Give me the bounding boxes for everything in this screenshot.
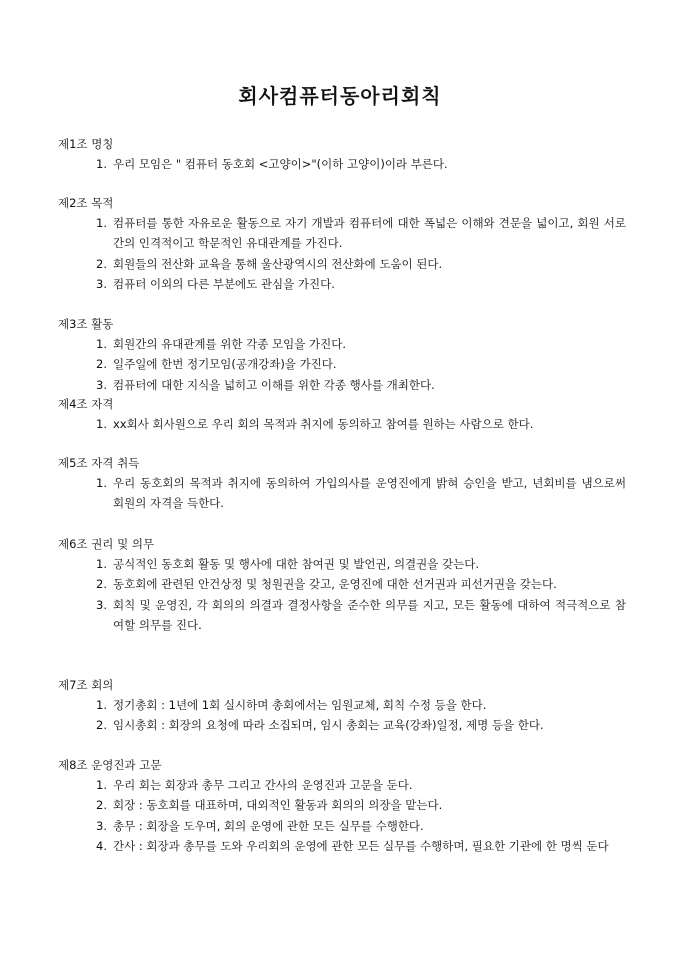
item-number: 1. (96, 698, 107, 712)
item-text: 공식적인 동호회 활동 및 행사에 대한 참여권 및 발언권, 의결권을 갖는다. (113, 557, 480, 571)
article-heading: 제2조 목적 (58, 196, 114, 210)
item-text: 회장 : 동호회를 대표하며, 대외적인 활동과 회의의 의장을 맡는다. (113, 798, 443, 813)
item-number: 1. (96, 557, 107, 571)
item-number: 3. (96, 818, 107, 833)
article-5 (58, 453, 626, 514)
document-title: 회사컴퓨터동아리회칙 (238, 84, 442, 108)
item-text: 우리 회는 회장과 총무 그리고 간사의 운영진과 고문을 둔다. (113, 778, 413, 792)
article-2 (58, 193, 626, 295)
item-text: 우리 모임은 " 컴퓨터 동호회 <고양이>"(이하 고양이)이라 부른다. (113, 157, 448, 171)
item-number: 3. (96, 597, 107, 612)
article-item (58, 154, 626, 174)
article-item (58, 375, 626, 395)
item-number: 1. (96, 157, 107, 171)
article-item (58, 473, 626, 514)
article-heading: 제5조 자격 취득 (58, 456, 140, 470)
article-item (58, 795, 626, 815)
item-text: 컴퓨터에 대한 지식을 넓히고 이해를 위한 각종 행사를 개최한다. (113, 377, 435, 392)
item-number: 1. (96, 476, 107, 490)
article-item (58, 775, 626, 795)
article-heading: 제6조 권리 및 의무 (58, 537, 155, 551)
article-item (58, 213, 626, 254)
item-number: 1. (96, 778, 107, 792)
article-heading: 제8조 운영진과 고문 (58, 758, 162, 772)
item-number: 1. (96, 337, 107, 351)
item-number: 2. (96, 577, 107, 592)
item-text: 총무 : 회장을 도우며, 회의 운영에 관한 모든 실무를 수행한다. (113, 818, 424, 833)
item-text: xx회사 회사원으로 우리 회의 목적과 취지에 동의하고 참여를 원하는 사람으로 한다. (113, 417, 534, 431)
article-7 (58, 675, 626, 736)
item-text: 회원들의 전산화 교육을 통해 울산광역시의 전산화에 도움이 된다. (113, 256, 443, 271)
article-heading: 제1조 명칭 (58, 137, 114, 151)
article-item (58, 414, 626, 434)
article-item (58, 554, 626, 574)
article-item (58, 574, 626, 594)
item-number: 4. (96, 839, 107, 854)
item-number: 2. (96, 718, 107, 733)
article-item (58, 816, 626, 836)
item-text: 정기총회 : 1년에 1회 실시하며 총회에서는 임원교체, 회칙 수정 등을 한다. (113, 698, 487, 712)
article-8 (58, 755, 626, 857)
item-number: 1. (96, 417, 107, 431)
article-item (58, 695, 626, 715)
item-number: 3. (96, 377, 107, 392)
item-text: 회칙 및 운영진, 각 회의의 의결과 결정사항을 준수한 의무를 지고, 모든 활동에 대하여 적극적으로 참여할 의무를 진다. (113, 597, 626, 633)
item-text: 우리 동호회의 목적과 취지에 동의하여 가입의사를 운영진에게 밝혀 승인을 받고, 년회비를 냄으로써 회원의 자격을 득한다. (113, 476, 626, 511)
item-text: 동호회에 관련된 안건상정 및 청원권을 갖고, 운영진에 대한 선거권과 피선거권을 갖는다. (113, 577, 557, 592)
item-number: 1. (96, 216, 107, 230)
article-1 (58, 134, 626, 174)
item-number: 3. (96, 277, 107, 292)
item-number: 2. (96, 256, 107, 271)
item-number: 2. (96, 357, 107, 372)
article-item (58, 334, 626, 354)
article-6 (58, 534, 626, 636)
item-text: 회원간의 유대관계를 위한 각종 모임을 가진다. (113, 337, 347, 351)
article-heading: 제7조 회의 (58, 678, 114, 692)
article-4 (58, 394, 626, 434)
item-text: 임시총회 : 회장의 요청에 따라 소집되며, 임시 총회는 교육(강좌)일정, 제명 등을 한다. (113, 718, 544, 733)
article-item (58, 715, 626, 735)
item-text: 컴퓨터 이외의 다른 부분에도 관심을 가진다. (113, 277, 335, 292)
article-3 (58, 314, 626, 395)
item-text: 일주일에 한번 정기모임(공개강좌)을 가진다. (113, 357, 337, 372)
article-item (58, 595, 626, 636)
article-heading: 제3조 활동 (58, 317, 114, 331)
item-number: 2. (96, 798, 107, 813)
article-item (58, 354, 626, 374)
article-item (58, 254, 626, 274)
article-item (58, 836, 626, 856)
item-text: 간사 : 회장과 총무를 도와 우리회의 운영에 관한 모든 실무를 수행하며, 필요한 기관에 한 명씩 둔다 (113, 839, 609, 854)
article-item (58, 274, 626, 294)
article-heading: 제4조 자격 (58, 397, 114, 411)
item-text: 컴퓨터를 통한 자유로운 활동으로 자기 개발과 컴퓨터에 대한 폭넓은 이해와 견문을 넓이고, 회원 서로간의 인격적이고 학문적인 유대관계를 가진다. (113, 216, 626, 251)
